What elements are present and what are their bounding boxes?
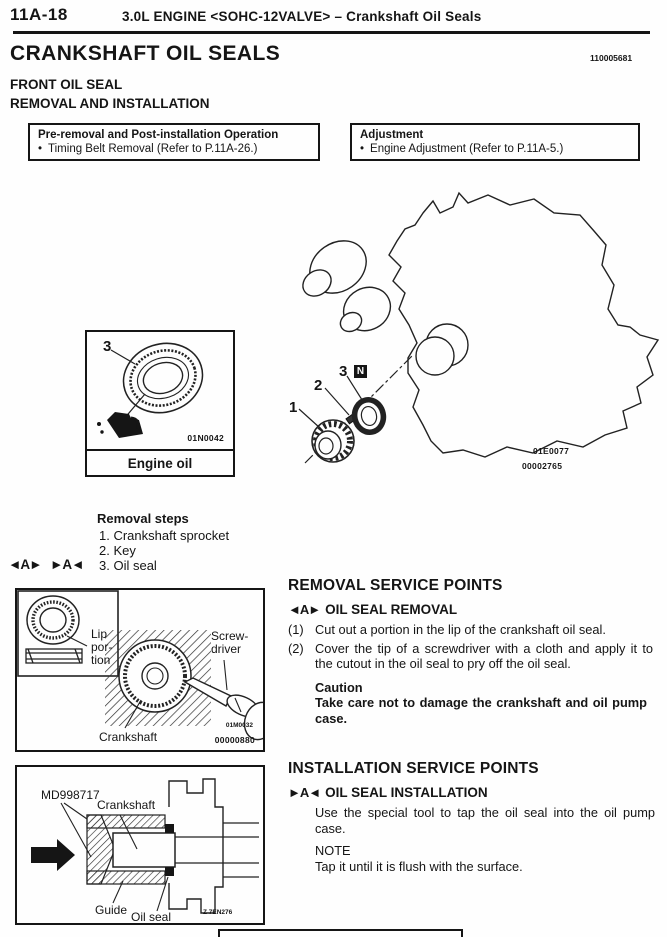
removal-step: 1. Crankshaft sprocket (99, 528, 230, 543)
part-label-1: 1 (289, 399, 298, 416)
figure-code: 01M0032 (225, 722, 253, 729)
engine-oil-caption: Engine oil (87, 449, 233, 475)
removal-service-points-section (288, 577, 663, 726)
subtitle-front-oil-seal: FRONT OIL SEAL (10, 77, 123, 92)
doc-code: 110005681 (590, 53, 633, 63)
caution-text: Take care not to damage the crankshaft and oil pump case. (315, 695, 647, 726)
oil-seal-drawing (349, 394, 389, 437)
next-figure-partial-box (218, 929, 463, 937)
crankshaft-label: Crankshaft (97, 798, 156, 812)
service-point-marker: ►A◄ (288, 785, 321, 800)
bullet-icon: • (38, 143, 43, 155)
procedure-item: (1) Cut out a portion in the lip of the crankshaft oil seal. (288, 622, 606, 637)
subtitle-removal-installation: REMOVAL AND INSTALLATION (10, 96, 210, 111)
service-point-marker-installation: ►A◄ (50, 557, 84, 572)
note-label: NOTE (315, 843, 351, 858)
sub-heading: ◄A► OIL SEAL REMOVAL (288, 602, 458, 617)
section-heading: INSTALLATION SERVICE POINTS (288, 760, 539, 777)
oil-seal-section-bottom (165, 867, 174, 876)
oil-seal-label: Oil seal (131, 910, 172, 924)
pre-removal-box-item: Timing Belt Removal (Refer to P.11A-26.) (48, 143, 258, 155)
crankshaft-nose (113, 833, 175, 867)
engine-block-diagram (285, 185, 665, 475)
screwdriver-label: Screw- driver (211, 629, 249, 656)
lip-portion-label: Lip por- tion (91, 627, 113, 667)
page-title: CRANKSHAFT OIL SEALS (10, 42, 281, 65)
header-title: 3.0L ENGINE <SOHC-12VALVE> – Crankshaft Oil Seals (122, 9, 482, 24)
seal-ring-drawing (114, 333, 211, 422)
procedure-item: (2) Cover the tip of a screwdriver with a cloth and apply it to the cutout in the oil seal to pry off the oil seal. (288, 640, 653, 671)
adjustment-box-item: Engine Adjustment (Refer to P.11A-5.) (370, 143, 564, 155)
leader-lines (111, 350, 145, 420)
caution-block (315, 680, 647, 727)
installation-service-points-section (288, 760, 663, 874)
inset-seal-ring (27, 596, 79, 644)
part-label-3: 3 (103, 338, 112, 355)
engine-cylinder-bosses (298, 230, 398, 339)
note-text: Tap it until it is flush with the surface. (315, 858, 523, 874)
leader-line (67, 636, 87, 646)
inset-shaft (26, 649, 82, 663)
engine-oil-figure (85, 330, 235, 477)
oil-seal-removal-figure (15, 588, 265, 752)
figure-code: Z 7EN276 (203, 909, 233, 916)
oil-can-icon (97, 412, 143, 438)
oil-seal-section-top (165, 824, 174, 833)
caution-label: Caution (315, 679, 363, 695)
part-label-3: 3 (339, 363, 348, 380)
adjustment-box (350, 123, 640, 161)
crankshaft-label: Crankshaft (99, 730, 158, 744)
crankshaft-seal-circles (119, 640, 191, 712)
header-rule (13, 31, 650, 34)
sub-heading: ►A◄ OIL SEAL INSTALLATION (288, 785, 488, 800)
bullet-icon: • (360, 143, 365, 155)
pre-removal-box (28, 123, 320, 161)
figure-code: 00002765 (522, 461, 563, 471)
oil-pump-case-profile (169, 779, 223, 913)
special-tool-label: MD998717 (41, 788, 100, 802)
direction-arrow-icon (31, 839, 75, 871)
oil-seal-installation-figure (15, 765, 265, 925)
figure-code: 00000880 (214, 735, 255, 745)
figure-code: 01N0042 (187, 433, 224, 443)
procedure-text: Use the special tool to tap the oil seal into the oil pump case. (315, 805, 655, 836)
new-part-badge: N (354, 365, 367, 378)
page-number: 11A-18 (10, 5, 68, 24)
figure-code: 01E0077 (533, 446, 570, 456)
service-point-marker: ◄A► (288, 602, 321, 617)
removal-step: 2. Key (99, 543, 136, 558)
service-point-marker-removal: ◄A► (8, 557, 42, 572)
removal-step: 3. Oil seal (99, 558, 157, 573)
part-label-2: 2 (314, 377, 323, 394)
pre-removal-box-title: Pre-removal and Post-installation Operation (38, 129, 279, 141)
removal-steps-heading: Removal steps (97, 511, 189, 526)
adjustment-box-title: Adjustment (360, 129, 424, 141)
section-heading: REMOVAL SERVICE POINTS (288, 577, 503, 594)
guide-label: Guide (95, 903, 128, 917)
